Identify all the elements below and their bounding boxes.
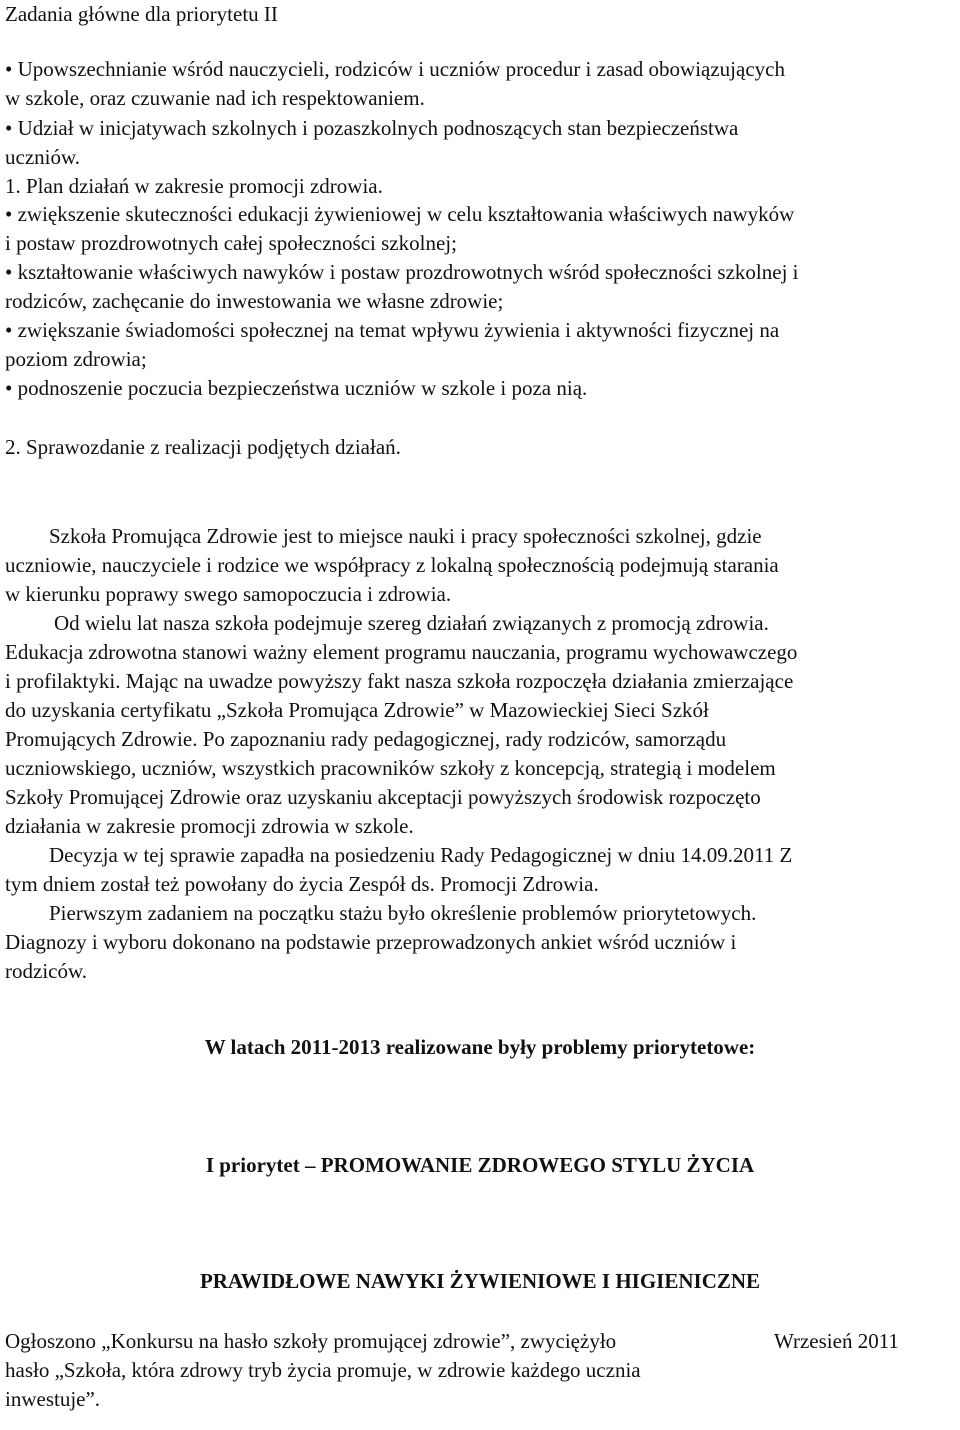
priority2-bullet-2: • Udział w inicjatywach szkolnych i pozaszkolnych podnoszących stan bezpieczeństwa [5, 116, 739, 140]
page-title: Zadania główne dla priorytetu II [5, 2, 278, 26]
report-paragraph-line: uczniowskiego, uczniów, wszystkich pracowników szkoły z koncepcją, strategią i modelem [5, 756, 776, 780]
section-1-line: i postaw prozdrowotnych całej społeczności szkolnej; [5, 231, 457, 255]
contest-line-2: hasło „Szkoła, która zdrowy tryb życia promuje, w zdrowie każdego ucznia [5, 1358, 641, 1382]
section-1-line: rodziców, zachęcanie do inwestowania we własne zdrowie; [5, 289, 504, 313]
priority2-bullet-1-cont: w szkole, oraz czuwanie nad ich respektowaniem. [5, 86, 425, 110]
report-paragraph-line: Edukacja zdrowotna stanowi ważny element programu nauczania, programu wychowawczego [5, 640, 798, 664]
contest-line-3: inwestuje”. [5, 1387, 101, 1411]
report-paragraph-line: tym dniem został też powołany do życia Zespół ds. Promocji Zdrowia. [5, 872, 599, 896]
report-paragraph-line: do uzyskania certyfikatu „Szkoła Promująca Zdrowie” w Mazowieckiej Sieci Szkół [5, 698, 709, 722]
habits-heading: PRAWIDŁOWE NAWYKI ŻYWIENIOWE I HIGIENICZNE [199, 1269, 761, 1293]
contest-line-1: Ogłoszono „Konkursu na hasło szkoły promującej zdrowie”, zwyciężyło [5, 1329, 617, 1353]
report-paragraph-line: Szkoła Promująca Zdrowie jest to miejsce nauki i pracy społeczności szkolnej, gdzie [49, 524, 762, 548]
contest-date: Wrzesień 2011 [774, 1329, 899, 1353]
report-paragraph-line: w kierunku poprawy swego samopoczucia i zdrowia. [5, 582, 452, 606]
section-1-line: • zwiększanie świadomości społecznej na temat wpływu żywienia i aktywności fizycznej na [5, 318, 780, 342]
priority-1-heading: I priorytet – PROMOWANIE ZDROWEGO STYLU ŻYCIA [205, 1153, 755, 1177]
section-1-line: poziom zdrowia; [5, 347, 147, 371]
section-1-line: • zwiększenie skuteczności edukacji żywieniowej w celu kształtowania właściwych nawyków [5, 202, 795, 226]
section-1-line: • kształtowanie właściwych nawyków i postaw prozdrowotnych wśród społeczności szkolnej i [5, 260, 799, 284]
report-paragraph-line: uczniowie, nauczyciele i rodzice we współpracy z lokalną społecznością podejmują starania [5, 553, 779, 577]
priority2-bullet-1: • Upowszechnianie wśród nauczycieli, rodziców i uczniów procedur i zasad obowiązujących [5, 57, 785, 81]
report-paragraph-line: Diagnozy i wyboru dokonano na podstawie przeprowadzonych ankiet wśród uczniów i [5, 930, 737, 954]
report-paragraph-line: i profilaktyki. Mając na uwadze powyższy fakt nasza szkoła rozpoczęła działania zmierzające [5, 669, 794, 693]
report-paragraph-line: Pierwszym zadaniem na początku stażu było określenie problemów priorytetowych. [49, 901, 757, 925]
section-2-title: 2. Sprawozdanie z realizacji podjętych działań. [5, 435, 401, 459]
report-paragraph-line: działania w zakresie promocji zdrowia w szkole. [5, 814, 414, 838]
priorities-years-heading: W latach 2011-2013 realizowane były problemy priorytetowe: [204, 1035, 756, 1059]
section-1-title: 1. Plan działań w zakresie promocji zdrowia. [5, 174, 383, 198]
priority2-bullet-2-cont: uczniów. [5, 145, 81, 169]
report-paragraph-line: Decyzja w tej sprawie zapadła na posiedzeniu Rady Pedagogicznej w dniu 14.09.2011 Z [49, 843, 793, 867]
report-paragraph-line: rodziców. [5, 959, 88, 983]
report-paragraph-line: Od wielu lat nasza szkoła podejmuje szereg działań związanych z promocją zdrowia. [54, 611, 769, 635]
section-1-line: • podnoszenie poczucia bezpieczeństwa uczniów w szkole i poza nią. [5, 376, 588, 400]
report-paragraph-line: Promujących Zdrowie. Po zapoznaniu rady pedagogicznej, rady rodziców, samorządu [5, 727, 727, 751]
report-paragraph-line: Szkoły Promującej Zdrowie oraz uzyskaniu akceptacji powyższych środowisk rozpoczęto [5, 785, 761, 809]
